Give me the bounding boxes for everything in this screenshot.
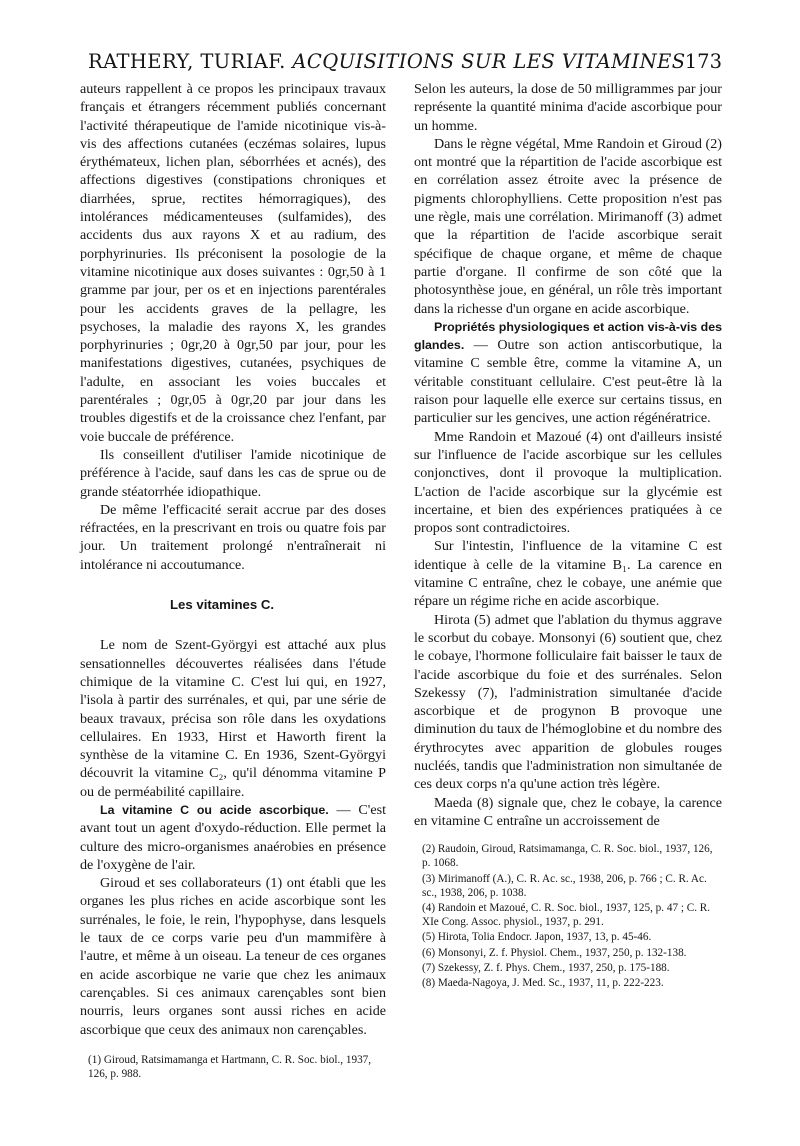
paragraph: Selon les auteurs, la dose de 50 milligrammes par jour représente la quantité minima d'acide ascorbique pour un homme.: [414, 81, 722, 134]
paragraph-text: — C'est avant tout un agent d'oxydo-réduction. Elle permet la culture des micro-organismes anaérobies en présence de l'oxygène de l'air.: [80, 801, 386, 873]
footnote: (2) Raudoin, Giroud, Ratsimamanga, C. R. Soc. biol., 1937, 126, p. 1068.: [422, 843, 713, 870]
footnotes: [80, 1053, 386, 1081]
paragraph: [80, 801, 386, 874]
footnote: (6) Monsonyi, Z. f. Physiol. Chem., 1937, 250, p. 132-138.: [422, 946, 687, 959]
right-column: [414, 80, 722, 991]
running-head-authors: RATHERY, TURIAF.: [88, 50, 286, 73]
run-in-heading: La vitamine C ou acide ascorbique.: [100, 802, 329, 817]
page-header: [88, 50, 722, 76]
paragraph: [414, 318, 722, 428]
paragraph: Maeda (8) signale que, chez le cobaye, la carence en vitamine C entraîne un accroissement de: [414, 794, 722, 829]
paragraph: Giroud et ses collaborateurs (1) ont établi que les organes les plus riches en acide ascorbique sont les surrénales, le foie, le rein, l'hypophyse, dans lesquels le taux de ce corps varie peu d'un mammifère à l'autre, et même à un oiseau. La teneur de ces organes en acide ascorbique ne varie que chez les animaux carençables. Si ces animaux carençables sont bien nourris, leurs organes sont aussi riches en acide ascorbique que ceux des animaux non carençables.: [80, 875, 386, 1038]
paragraph-text: — Outre son action antiscorbutique, la vitamine C semble être, comme la vitamine A, un véritable constituant cellulaire. C'est peut-être là la raison pour laquelle elle exerce sur certains tissus, en particulier sur les gencives, une action régénératrice.: [414, 337, 722, 427]
paragraph: Ils conseillent d'utiliser l'amide nicotinique de préférence à l'acide, sauf dans les cas de sprue ou de grande stéatorrhée idiopathique.: [80, 446, 386, 500]
paragraph: Sur l'intestin, l'influence de la vitamine C est identique à celle de la vitamine B₁. La carence en vitamine C entraîne, chez le cobaye, une anémie que répare un régime riche en acide ascorbique.: [414, 538, 722, 610]
paragraph: Mme Randoin et Mazoué (4) ont d'ailleurs insisté sur l'influence de l'acide ascorbique sur les cellules conjonctives, dont il provoque la multiplication. L'action de l'acide ascorbique sur la glycémie est incertaine, et bien des expériences pratiquées à ce propos sont contradictoires.: [414, 428, 722, 537]
running-head-title: ACQUISITIONS SUR LES VITAMINES: [292, 50, 686, 73]
footnote: (1) Giroud, Ratsimamanga et Hartmann, C. R. Soc. biol., 1937, 126, p. 988.: [88, 1053, 372, 1081]
page-number: 173: [684, 50, 722, 73]
run-in-heading: Propriétés physiologiques et action vis-à-vis des glandes.: [414, 319, 722, 353]
paragraph: auteurs rappellent à ce propos les principaux travaux français et étrangers récemment publiés concernant l'activité thérapeutique de l'amide nicotinique vis-à-vis des affections cutanées (eczémas solaires, lupus érythémateux, lichen plan, séborrhées et acnés), des affections digestives (constipations chroniques et diarrhées, sprue, rectites hémorragiques), des intolérances médicamenteuses (sulfamides), des accidents dus aux rayons X et au radium, des porphyrinuries. Ils préconisent la posologie de la vitamine nicotinique aux doses suivantes : 0gr,50 à 1 gramme par jour, per os et en injections parentérales pour les accidents graves de la pellagre, les psychoses, la maladie des rayons X, les grandes porphyrinuries ; 0gr,20 à 0gr,50 par jour, pour les manifestations digestives, cutanées, psychiques de l'adulte, en associant les voies buccales et parentérales ; 0gr,05 à 0gr,20 par jour dans les troubles digestifs et de la croissance chez l'enfant, par voie buccale de préférence.: [80, 81, 386, 445]
footnote: (8) Maeda-Nagoya, J. Med. Sc., 1937, 11, p. 222-223.: [422, 977, 664, 989]
paragraph: Le nom de Szent-Györgyi est attaché aux plus sensationnelles découvertes réalisées dans l'étude chimique de la vitamine C. C'est lui qui, en 1927, l'isola à partir des surrénales, et qui, par une série de beaux travaux, précisa son rôle dans les oxydations cellulaires. En 1933, Hirst et Haworth firent la synthèse de la vitamine C. En 1936, Szent-Györgyi découvrit la vitamine C₂, qu'il dénomma vitamine P ou de perméabilité capillaire.: [80, 637, 386, 800]
footnote: (4) Randoin et Mazoué, C. R. Soc. biol., 1937, 125, p. 47 ; C. R. XIe Cong. Assoc. physiol., 1937, p. 291.: [422, 901, 711, 929]
left-column: [80, 80, 386, 1081]
paragraph: Hirota (5) admet que l'ablation du thymus aggrave le scorbut du cobaye. Monsonyi (6) soutient que, chez le cobaye, l'hormone folliculaire fait baisser le taux de l'acide ascorbique du foie et des surrénales. Selon Szekessy (7), l'administration simultanée d'acide ascorbique et de progynon B provoque une diminution du taux de l'hémoglobine et du nombre des érythrocytes avec apparition de globules rouges nucléés, tandis que l'administration non simultanée de ces deux corps n'a qu'une action très légère.: [414, 611, 722, 793]
footnote: (3) Mirimanoff (A.), C. R. Ac. sc., 1938, 206, p. 766 ; C. R. Ac. sc., 1938, 206, p. 1038.: [422, 872, 707, 899]
section-heading: Les vitamines C.: [170, 597, 275, 613]
paragraph: De même l'efficacité serait accrue par des doses réfractées, en la prescrivant en trois ou quatre fois par jour. Un traitement prolongé n'entraînerait ni intolérance ni accoutumance.: [80, 501, 386, 573]
footnote: (5) Hirota, Tolia Endocr. Japon, 1937, 13, p. 45-46.: [422, 931, 652, 944]
running-head: [88, 50, 685, 73]
footnotes: [414, 842, 722, 990]
paragraph: Dans le règne végétal, Mme Randoin et Giroud (2) ont montré que la répartition de l'acide ascorbique est en corrélation assez étroite avec la présence de pigments chlorophylliens. Cette proposition n'est pas une règle, mais une corrélation. Mirimanoff (3) admet que la répartition de l'acide ascorbique serait spécifique de chaque organe, et même de chaque partie d'organe. Il confirme de son côté que la photosynthèse joue, en général, un rôle très important dans la richesse d'un organe en acide ascorbique.: [414, 135, 722, 317]
footnote: (7) Szekessy, Z. f. Phys. Chem., 1937, 250, p. 175-188.: [422, 961, 670, 974]
